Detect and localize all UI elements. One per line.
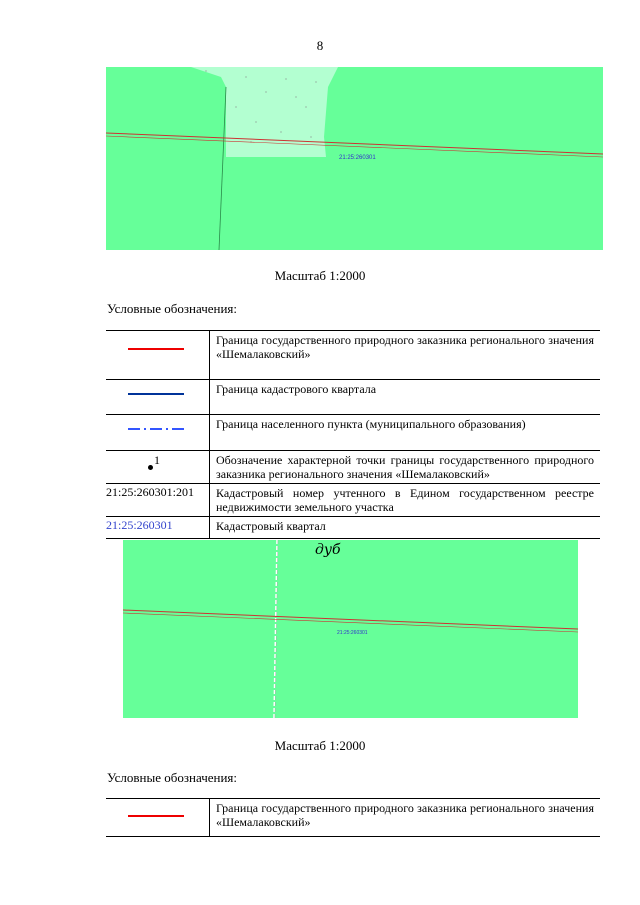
legend-table-1: [106, 330, 600, 539]
legend-desc: Граница государственного природного заказника регионального значения «Шемалаковский»: [210, 331, 601, 380]
legend-title-2: Условные обозначения:: [107, 770, 238, 785]
point-icon: [148, 465, 153, 470]
legend-symbol: [106, 331, 210, 380]
red-line-symbol: [106, 331, 209, 375]
legend-symbol: [106, 415, 210, 451]
legend-symbol: [106, 517, 210, 539]
dash-dot-line-symbol: [106, 415, 209, 446]
kadastr-boundary-line: [219, 87, 226, 250]
scale-label-2: Масштаб 1:2000: [274, 738, 366, 753]
oak-annotation: дуб: [315, 542, 341, 558]
page-number: 8: [316, 38, 324, 53]
parcel-number-sample: 21:25:260301:201: [106, 485, 195, 499]
legend-row-reserve: [106, 331, 600, 380]
legend-row-settlement-border: [106, 415, 600, 451]
point-number: 1: [154, 453, 160, 467]
legend-symbol: [106, 380, 210, 415]
legend-desc: Обозначение характерной точки границы государственного природного заказника регионального значения «Шемалаковский»: [210, 451, 601, 484]
settlement-area: [191, 67, 338, 157]
legend-row-kadastr-border: [106, 380, 600, 415]
legend-desc: Граница населенного пункта (муниципального образования): [210, 415, 601, 451]
map-fragment-1: [106, 67, 603, 250]
legend-desc: Кадастровый квартал: [210, 517, 601, 539]
reserve-boundary-line: [123, 610, 578, 629]
legend-symbol: [106, 799, 210, 837]
legend-desc: Кадастровый номер учтенного в Едином государственном реестре недвижимости земельного участка: [210, 484, 601, 517]
legend-symbol: [106, 484, 210, 517]
kadastr-quarter-sample: 21:25:260301: [106, 518, 173, 532]
scale-label-1: Масштаб 1:2000: [274, 268, 366, 283]
red-line-symbol: [106, 799, 209, 832]
legend-row-parcel-number: [106, 484, 600, 517]
blue-line-symbol: [106, 380, 209, 410]
legend-symbol: [106, 451, 210, 484]
legend-desc: Граница кадастрового квартала: [210, 380, 601, 415]
map-fragment-2: [123, 540, 578, 718]
legend-row-reserve: [106, 799, 600, 837]
kadastr-quarter-label: 21:25:260301: [337, 630, 368, 636]
legend-row-point: [106, 451, 600, 484]
reserve-boundary-line: [106, 133, 603, 154]
legend-table-2: [106, 798, 600, 837]
legend-title-1: Условные обозначения:: [107, 301, 238, 316]
kadastr-quarter-label: 21:25:260301: [339, 155, 376, 161]
legend-row-kadastr-quarter: [106, 517, 600, 539]
legend-desc: Граница государственного природного заказника регионального значения «Шемалаковский»: [210, 799, 601, 837]
